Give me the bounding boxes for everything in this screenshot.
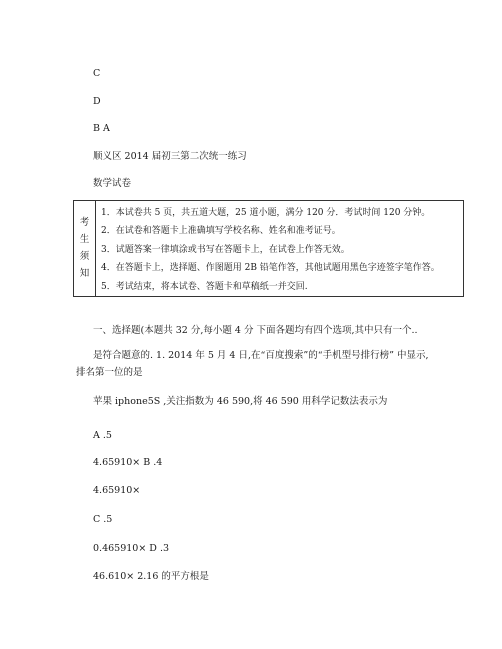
notice-items	[101, 204, 440, 296]
option-c: C .5	[93, 514, 113, 525]
notice-label-char: 知	[79, 268, 90, 279]
answer-c: C	[93, 68, 101, 79]
exam-subject: 数学试卷	[93, 178, 132, 189]
option-a: A .5	[93, 430, 112, 441]
exam-notice-box	[73, 200, 464, 297]
section-header: 一、选择题(本题共 32 分,每小题 4 分 下面各题均有四个选项,其中只有一个..	[93, 325, 418, 336]
option-b-line: 4.65910×	[93, 485, 141, 496]
answer-d: D	[93, 96, 101, 107]
option-c-d-line: 0.465910× D .3	[93, 543, 170, 554]
notice-label-char: 考	[79, 217, 90, 228]
notice-label	[74, 201, 96, 296]
notice-item: 1．本试卷共 5 页，共五道大题，25 道小题，满分 120 分．考试时间 120 分钟。	[101, 208, 431, 218]
answer-ba: B A	[93, 123, 110, 134]
notice-label-char: 须	[79, 251, 90, 262]
question-1-line-2: 排名第一位的是	[76, 367, 143, 378]
notice-label-char: 生	[79, 234, 90, 245]
notice-item: 5．考试结束，将本试卷、答题卡和草稿纸一并交回.	[101, 281, 308, 292]
option-a-b-line: 4.65910× B .4	[93, 457, 163, 468]
notice-item: 2．在试卷和答题卡上准确填写学校名称、姓名和准考证号。	[101, 226, 341, 237]
question-1-line-3: 苹果 iphone5S ,关注指数为 46 590,将 46 590 用科学记数法表示为	[93, 396, 388, 407]
question-2: 46.610× 2.16 的平方根是	[93, 571, 209, 582]
exam-title: 顺义区 2014 届初三第二次统一练习	[93, 151, 247, 162]
question-1-line-1: 是符合题意的. 1. 2014 年 5 月 4 日,在“百度搜索”的“手机型号排行榜” 中显示,	[93, 350, 429, 361]
notice-item: 4．在答题卡上，选择题、作图题用 2B 铅笔作答，其他试题用黑色字迹签字笔作答。	[101, 263, 440, 274]
notice-item: 3．试题答案一律填涂或书写在答题卡上，在试卷上作答无效。	[101, 244, 350, 255]
